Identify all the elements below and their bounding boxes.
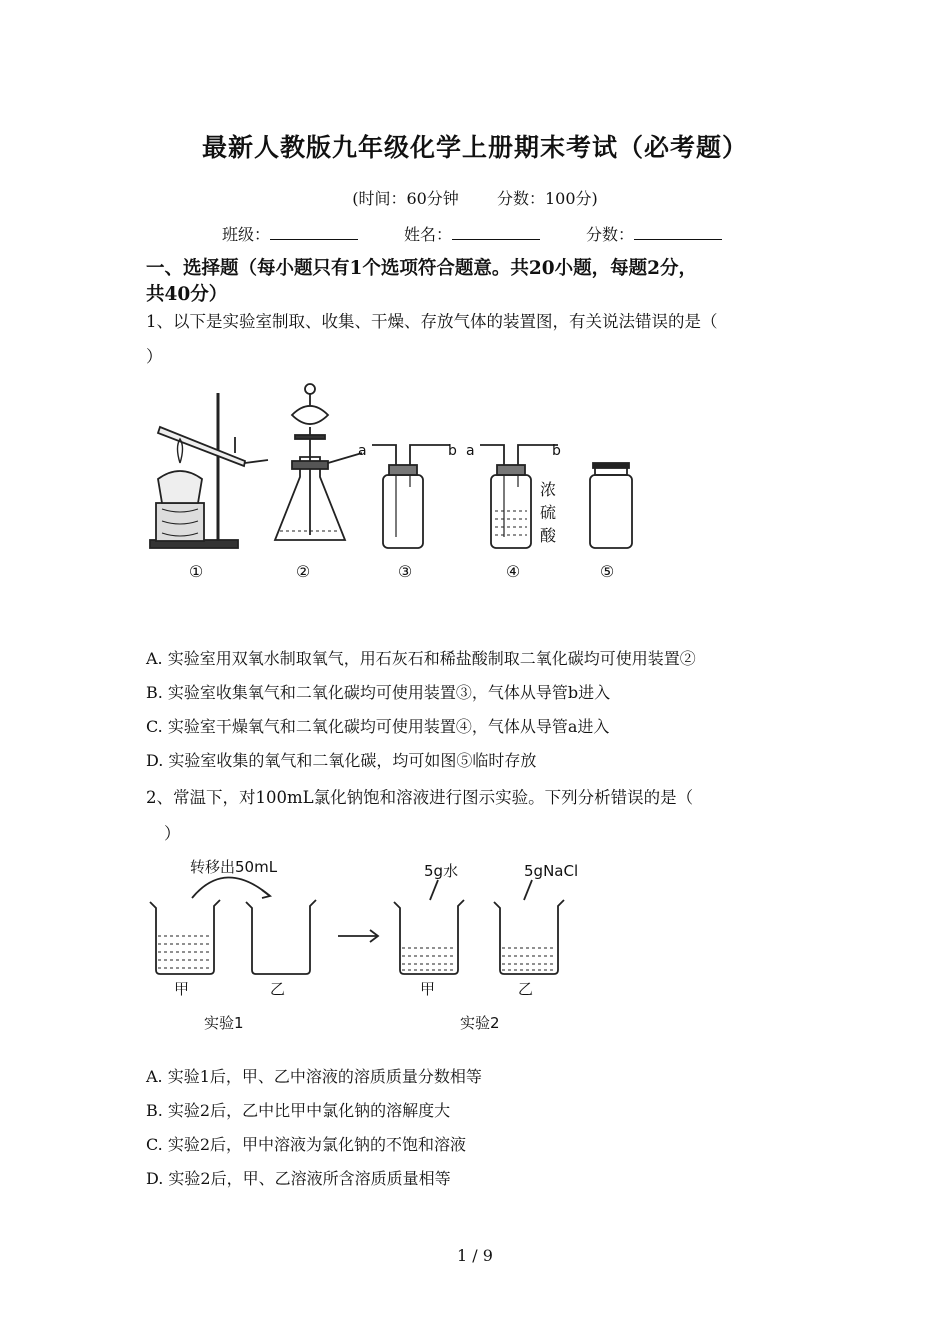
class-blank[interactable]: [270, 225, 358, 240]
score-blank[interactable]: [634, 225, 722, 240]
q2-option-c[interactable]: C. 实验2后，甲中溶液为氯化钠的不饱和溶液: [146, 1135, 467, 1154]
port-b-3: b: [448, 443, 457, 459]
acid-char-2: 硫: [540, 503, 557, 522]
q2-stem: 2、常温下，对100mL氯化钠饱和溶液进行图示实验。下列分析错误的是（: [146, 788, 694, 807]
section-heading: 一、选择题（每小题只有1个选项符合题意。共20小题，每题2分， 共40分）: [146, 258, 697, 305]
device-label-5: ⑤: [599, 562, 615, 581]
q1-stem: 1、以下是实验室制取、收集、干燥、存放气体的装置图，有关说法错误的是（: [146, 312, 718, 331]
acid-char-3: 酸: [540, 526, 557, 545]
beaker-jia-2: 甲: [420, 980, 436, 998]
q1-apparatus-figure: [140, 375, 650, 590]
q2-beaker-figure: [140, 850, 600, 1035]
q2-stem-end: ）: [164, 824, 181, 843]
exam-score: 分数：100分): [497, 189, 598, 208]
q2-option-a[interactable]: A. 实验1后，甲、乙中溶液的溶质质量分数相等: [146, 1067, 482, 1086]
add-nacl-label: 5gNaCl: [524, 862, 579, 880]
class-field[interactable]: 班级：: [222, 222, 358, 245]
add-water-label: 5g水: [424, 862, 459, 880]
exp2-label: 实验2: [460, 1014, 500, 1032]
q2-option-d[interactable]: D. 实验2后，甲、乙溶液所含溶质质量相等: [146, 1169, 451, 1188]
q2-option-b[interactable]: B. 实验2后，乙中比甲中氯化钠的溶解度大: [146, 1101, 451, 1120]
beaker-yi-2: 乙: [518, 980, 534, 998]
device-label-1: ①: [188, 562, 204, 581]
exp1-label: 实验1: [204, 1014, 244, 1032]
device-label-2: ②: [295, 562, 311, 581]
q1-option-c[interactable]: C. 实验室干燥氧气和二氧化碳均可使用装置④，气体从导管a进入: [146, 717, 610, 736]
beaker-yi-1: 乙: [270, 980, 286, 998]
device-label-3: ③: [397, 562, 413, 581]
port-b-4: b: [552, 443, 561, 459]
beaker-jia-1: 甲: [174, 980, 190, 998]
acid-char-1: 浓: [540, 480, 557, 499]
name-blank[interactable]: [452, 225, 540, 240]
q1-option-d[interactable]: D. 实验室收集的氧气和二氧化碳，均可如图⑤临时存放: [146, 751, 537, 770]
exam-time: (时间：60分钟: [352, 189, 459, 208]
transfer-label: 转移出50mL: [190, 858, 278, 876]
name-field[interactable]: 姓名：: [404, 222, 540, 245]
q1-option-b[interactable]: B. 实验室收集氧气和二氧化碳均可使用装置③，气体从导管b进入: [146, 683, 611, 702]
page-number: 1 / 9: [457, 1246, 493, 1265]
device-label-4: ④: [505, 562, 521, 581]
port-a-4: a: [466, 443, 475, 459]
q1-stem-end: ）: [146, 347, 163, 366]
exam-meta: [0, 186, 950, 209]
page-title: 最新人教版九年级化学上册期末考试（必考题）: [201, 133, 748, 162]
q1-option-a[interactable]: A. 实验室用双氧水制取氧气，用石灰石和稀盐酸制取二氧化碳均可使用装置②: [146, 649, 696, 668]
score-field[interactable]: 分数：: [586, 222, 722, 245]
port-a-3: a: [358, 443, 367, 459]
